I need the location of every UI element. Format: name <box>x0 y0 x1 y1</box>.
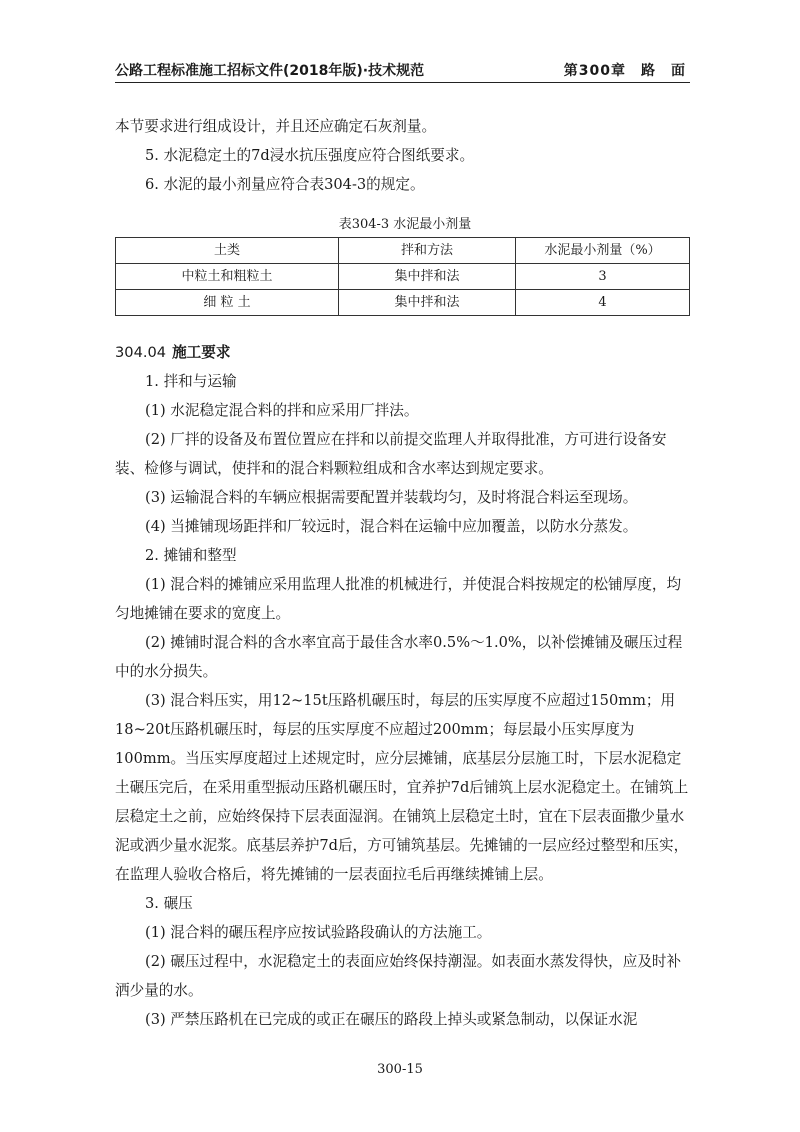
paragraph: (4) 当摊铺现场距拌和厂较远时，混合料在运输中应加覆盖，以防水分蒸发。 <box>145 518 638 535</box>
table-header-row <box>116 238 690 264</box>
paragraph: (2) 厂拌的设备及布置位置应在拌和以前提交监理人并取得批准，方可进行设备安装、检修与调试，使拌和的混合料颗粒组成和含水率达到规定要求。 <box>115 431 667 477</box>
paragraph: (3) 运输混合料的车辆应根据需要配置并装载均匀，及时将混合料运至现场。 <box>145 489 638 506</box>
page-header <box>115 58 690 83</box>
table-header-cell: 拌和方法 <box>339 238 516 264</box>
table-cell: 中粒土和粗粒土 <box>116 264 339 290</box>
header-document-title: 公路工程标准施工招标文件(2018年版)·技术规范 <box>115 63 425 79</box>
header-chapter-title: 第300章 路 面 <box>563 63 686 79</box>
subheading: 2. 摊铺和整型 <box>145 547 237 564</box>
paragraph: (2) 摊铺时混合料的含水率宜高于最佳含水率0.5%～1.0%，以补偿摊铺及碾压过程中的水分损失。 <box>115 634 683 680</box>
table-caption: 表304-3 水泥最小剂量 <box>338 217 472 232</box>
subheading: 3. 碾压 <box>145 895 193 912</box>
table-row <box>116 290 690 316</box>
intro-line: 5. 水泥稳定土的7d浸水抗压强度应符合图纸要求。 <box>145 147 475 164</box>
table-header-cell: 土类 <box>116 238 339 264</box>
table-cell: 4 <box>516 290 690 316</box>
page-content <box>115 112 695 1034</box>
table-header-cell: 水泥最小剂量（%） <box>516 238 690 264</box>
paragraph: (1) 混合料的摊铺应采用监理人批准的机械进行，并使混合料按规定的松铺厚度，均匀地摊铺在要求的宽度上。 <box>115 576 682 622</box>
paragraph: (3) 混合料压实，用12~15t压路机碾压时，每层的压实厚度不应超过150mm；用18~20t压路机碾压时，每层的压实厚度不应超过200mm；每层最小压实厚度为100mm。当压实厚度超过上述规定时，应分层摊铺，底基层分层施工时，下层水泥稳定土碾压完后，在采用重型振动压路机碾压时，宜养护7d后铺筑上层水泥稳定土。在铺筑上层稳定土之前，应始终保持下层表面湿润。在铺筑上层稳定土时，宜在下层表面撒少量水泥或洒少量水泥浆。底基层养护7d后，方可铺筑基层。先摊铺的一层应经过整型和压实，在监理人验收合格后，将先摊铺的一层表面拉毛后再继续摊铺上层。 <box>115 692 689 883</box>
paragraph: (3) 严禁压路机在已完成的或正在碾压的路段上掉头或紧急制动，以保证水泥 <box>145 1011 638 1028</box>
section-number: 304.04 <box>115 344 167 361</box>
paragraph: (1) 水泥稳定混合料的拌和应采用厂拌法。 <box>145 402 419 419</box>
intro-line: 6. 水泥的最小剂量应符合表304-3的规定。 <box>145 176 425 193</box>
table-cell: 集中拌和法 <box>339 264 516 290</box>
cement-dosage-table <box>115 237 690 316</box>
intro-line: 本节要求进行组成设计，并且还应确定石灰剂量。 <box>115 118 437 135</box>
table-cell: 3 <box>516 264 690 290</box>
section-title: 施工要求 <box>172 344 231 361</box>
table-cell: 细 粒 土 <box>116 290 339 316</box>
section-heading <box>115 338 695 367</box>
table-row <box>116 264 690 290</box>
subheading: 1. 拌和与运输 <box>145 373 237 390</box>
page-number: 300-15 <box>377 1062 423 1077</box>
paragraph: (1) 混合料的碾压程序应按试验路段确认的方法施工。 <box>145 924 492 941</box>
table-cell: 集中拌和法 <box>339 290 516 316</box>
paragraph: (2) 碾压过程中，水泥稳定土的表面应始终保持潮湿。如表面水蒸发得快，应及时补洒少量的水。 <box>115 953 682 999</box>
